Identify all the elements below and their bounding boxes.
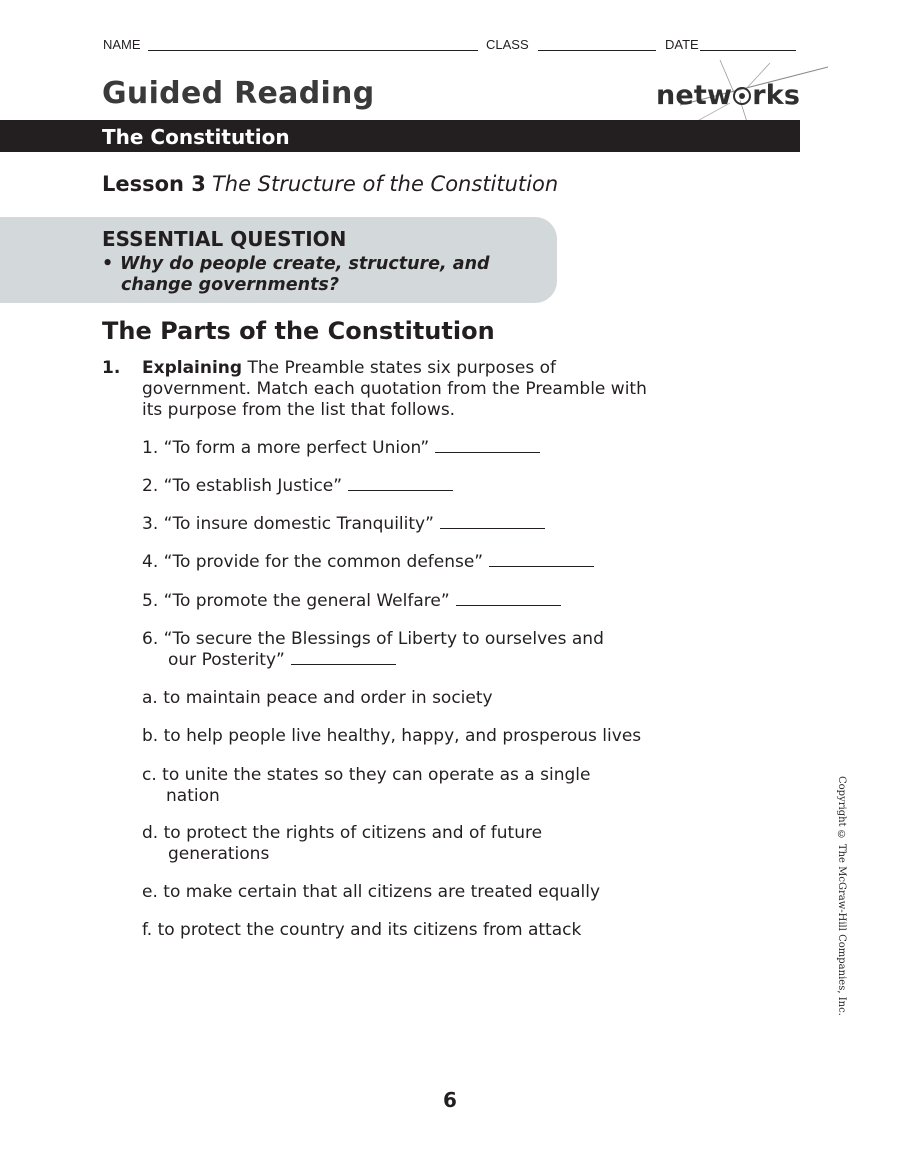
quote-item <box>142 629 604 671</box>
class-label: CLASS <box>486 37 529 52</box>
essential-question-line1: Why do people create, structure, and <box>120 254 490 274</box>
question-text: The Preamble states six purposes of government. Match each quotation from the Preamble with its purpose from the list that follows. <box>142 358 647 420</box>
class-field[interactable] <box>538 50 656 51</box>
purpose-item <box>142 688 493 709</box>
quote-text: “To form a more perfect Union” <box>163 438 430 458</box>
quote-text: “To establish Justice” <box>163 476 343 496</box>
purpose-letter: a. <box>142 688 158 708</box>
answer-blank[interactable] <box>440 527 545 529</box>
quote-item <box>142 438 540 459</box>
logo-text-start: netw <box>656 80 733 111</box>
purpose-text-continued: nation <box>166 786 220 806</box>
answer-blank[interactable] <box>291 663 396 665</box>
quote-text: “To promote the general Welfare” <box>163 591 450 611</box>
quote-number: 6. <box>142 629 159 649</box>
quote-item <box>142 552 594 573</box>
date-label: DATE <box>665 37 699 52</box>
purpose-item <box>142 823 542 865</box>
purpose-letter: b. <box>142 726 159 746</box>
purpose-text: to unite the states so they can operate as a single <box>162 765 591 785</box>
answer-blank[interactable] <box>456 604 561 606</box>
purpose-text: to maintain peace and order in society <box>163 688 493 708</box>
answer-blank[interactable] <box>489 565 594 567</box>
purpose-text-continued: generations <box>168 844 270 864</box>
quote-number: 2. <box>142 476 159 496</box>
copyright-notice: Copyright © The McGraw-Hill Companies, Inc. <box>836 776 847 1016</box>
chapter-title: The Constitution <box>102 125 290 149</box>
lesson-label: Lesson 3 <box>102 172 206 196</box>
page-number: 6 <box>443 1088 457 1112</box>
quote-number: 5. <box>142 591 159 611</box>
purpose-text: to protect the rights of citizens and of future <box>163 823 543 843</box>
quote-item <box>142 476 453 497</box>
purpose-letter: d. <box>142 823 159 843</box>
quote-number: 1. <box>142 438 159 458</box>
question-number: 1. <box>102 358 121 378</box>
bullet-icon: • <box>102 254 114 274</box>
purpose-text: to make certain that all citizens are treated equally <box>163 882 601 902</box>
purpose-item <box>142 765 590 807</box>
essential-question-line2: change governments? <box>121 275 339 295</box>
logo-text-end: rks <box>752 80 801 111</box>
quote-text: “To insure domestic Tranquility” <box>163 514 434 534</box>
purpose-item <box>142 726 641 747</box>
quote-text: “To provide for the common defense” <box>163 552 484 572</box>
quote-text: “To secure the Blessings of Liberty to ourselves and <box>163 629 604 649</box>
lesson-title: The Structure of the Constitution <box>211 172 559 196</box>
section-heading: The Parts of the Constitution <box>102 317 495 345</box>
essential-question-text <box>102 254 490 296</box>
purpose-text: to help people live healthy, happy, and prosperous lives <box>163 726 642 746</box>
name-label: NAME <box>103 37 141 52</box>
purpose-letter: e. <box>142 882 158 902</box>
quote-text-continued: our Posterity” <box>168 650 285 670</box>
question-skill: Explaining <box>142 358 243 378</box>
purpose-text: to protect the country and its citizens from attack <box>157 920 582 940</box>
name-field[interactable] <box>148 50 478 51</box>
quote-number: 3. <box>142 514 159 534</box>
essential-question-heading: ESSENTIAL QUESTION <box>102 227 347 251</box>
quote-item <box>142 591 561 612</box>
page-title: Guided Reading <box>102 76 375 111</box>
answer-blank[interactable] <box>435 451 540 453</box>
networks-logo <box>656 80 800 111</box>
purpose-item <box>142 920 581 941</box>
quote-item <box>142 514 545 535</box>
purpose-item <box>142 882 600 903</box>
question-prompt <box>142 358 662 421</box>
quote-number: 4. <box>142 552 159 572</box>
answer-blank[interactable] <box>348 489 453 491</box>
lesson-heading <box>102 172 558 196</box>
date-field[interactable] <box>700 50 796 51</box>
purpose-letter: f. <box>142 920 153 940</box>
purpose-letter: c. <box>142 765 157 785</box>
logo-o-icon <box>733 87 751 105</box>
